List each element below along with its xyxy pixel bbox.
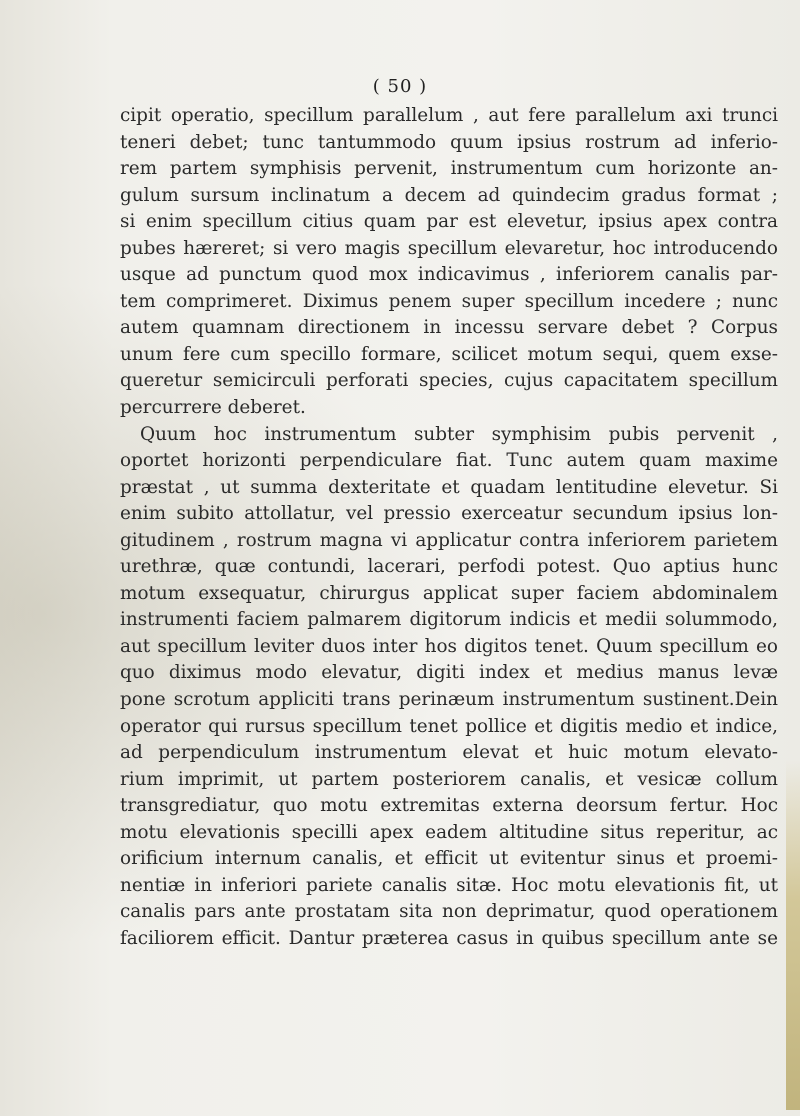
page-number: ( 50 ) xyxy=(372,76,428,97)
text-line: oportet horizonti perpendiculare fiat. Tunc autem quam maxime xyxy=(120,450,778,472)
text-line: gitudinem , rostrum magna vi applicatur contra inferiorem parietem xyxy=(120,529,778,551)
text-line: enim subito attollatur, vel pressio exerceatur secundum ipsius lon- xyxy=(120,503,778,525)
text-line: orificium internum canalis, et efficit ut evitentur sinus et proemi- xyxy=(120,848,778,870)
text-line: transgrediatur, quo motu extremitas externa deorsum fertur. Hoc xyxy=(120,795,778,817)
text-line: unum fere cum specillo formare, scilicet motum sequi, quem exse- xyxy=(120,343,778,365)
text-line: rium imprimit, ut partem posteriorem canalis, et vesicæ collum xyxy=(120,768,778,790)
text-line: autem quamnam directionem in incessu servare debet ? Corpus xyxy=(120,317,778,339)
text-line-paragraph-start: Quum hoc instrumentum subter symphisim pubis pervenit , xyxy=(140,423,778,445)
text-line-paragraph-end: percurrere deberet. xyxy=(120,397,306,419)
text-line: usque ad punctum quod mox indicavimus , inferiorem canalis par- xyxy=(120,264,778,286)
text-line: si enim specillum citius quam par est elevetur, ipsius apex contra xyxy=(120,211,778,233)
body-text xyxy=(120,103,778,953)
text-line: teneri debet; tunc tantummodo quum ipsius rostrum ad inferio- xyxy=(120,131,778,153)
text-line: motu elevationis specilli apex eadem altitudine situs reperitur, ac xyxy=(120,821,778,843)
text-line: canalis pars ante prostatam sita non deprimatur, quod operationem xyxy=(120,901,778,923)
text-line: pone scrotum appliciti trans perinæum instrumentum sustinent.Dein xyxy=(120,689,778,711)
text-line: ad perpendiculum instrumentum elevat et huic motum elevato- xyxy=(120,742,778,764)
text-line: operator qui rursus specillum tenet pollice et digitis medio et indice, xyxy=(120,715,778,737)
page-edge-stain xyxy=(786,760,800,1110)
text-line: gulum sursum inclinatum a decem ad quindecim gradus format ; xyxy=(120,184,778,206)
text-line: nentiæ in inferiori pariete canalis sitæ. Hoc motu elevationis fit, ut xyxy=(120,874,778,896)
text-line: urethræ, quæ contundi, lacerari, perfodi potest. Quo aptius hunc xyxy=(120,556,778,578)
text-line: pubes hæreret; si vero magis specillum elevaretur, hoc introducendo xyxy=(120,237,778,259)
text-line: tem comprimeret. Diximus penem super specillum incedere ; nunc xyxy=(120,290,778,312)
text-line: cipit operatio, specillum parallelum , aut fere parallelum axi trunci xyxy=(120,105,778,126)
text-line: faciliorem efficit. Dantur præterea casus in quibus specillum ante se xyxy=(120,927,778,949)
text-line: rem partem symphisis pervenit, instrumentum cum horizonte an- xyxy=(120,158,778,180)
text-line: motum exsequatur, chirurgus applicat super faciem abdominalem xyxy=(120,582,778,604)
text-line: aut specillum leviter duos inter hos digitos tenet. Quum specillum eo xyxy=(120,635,778,657)
text-line: queretur semicirculi perforati species, cujus capacitatem specillum xyxy=(120,370,778,392)
text-line: præstat , ut summa dexteritate et quadam lentitudine elevetur. Si xyxy=(120,476,778,498)
text-line: instrumenti faciem palmarem digitorum indicis et medii solummodo, xyxy=(120,609,778,631)
text-line: quo diximus modo elevatur, digiti index et medius manus levæ xyxy=(120,662,778,684)
